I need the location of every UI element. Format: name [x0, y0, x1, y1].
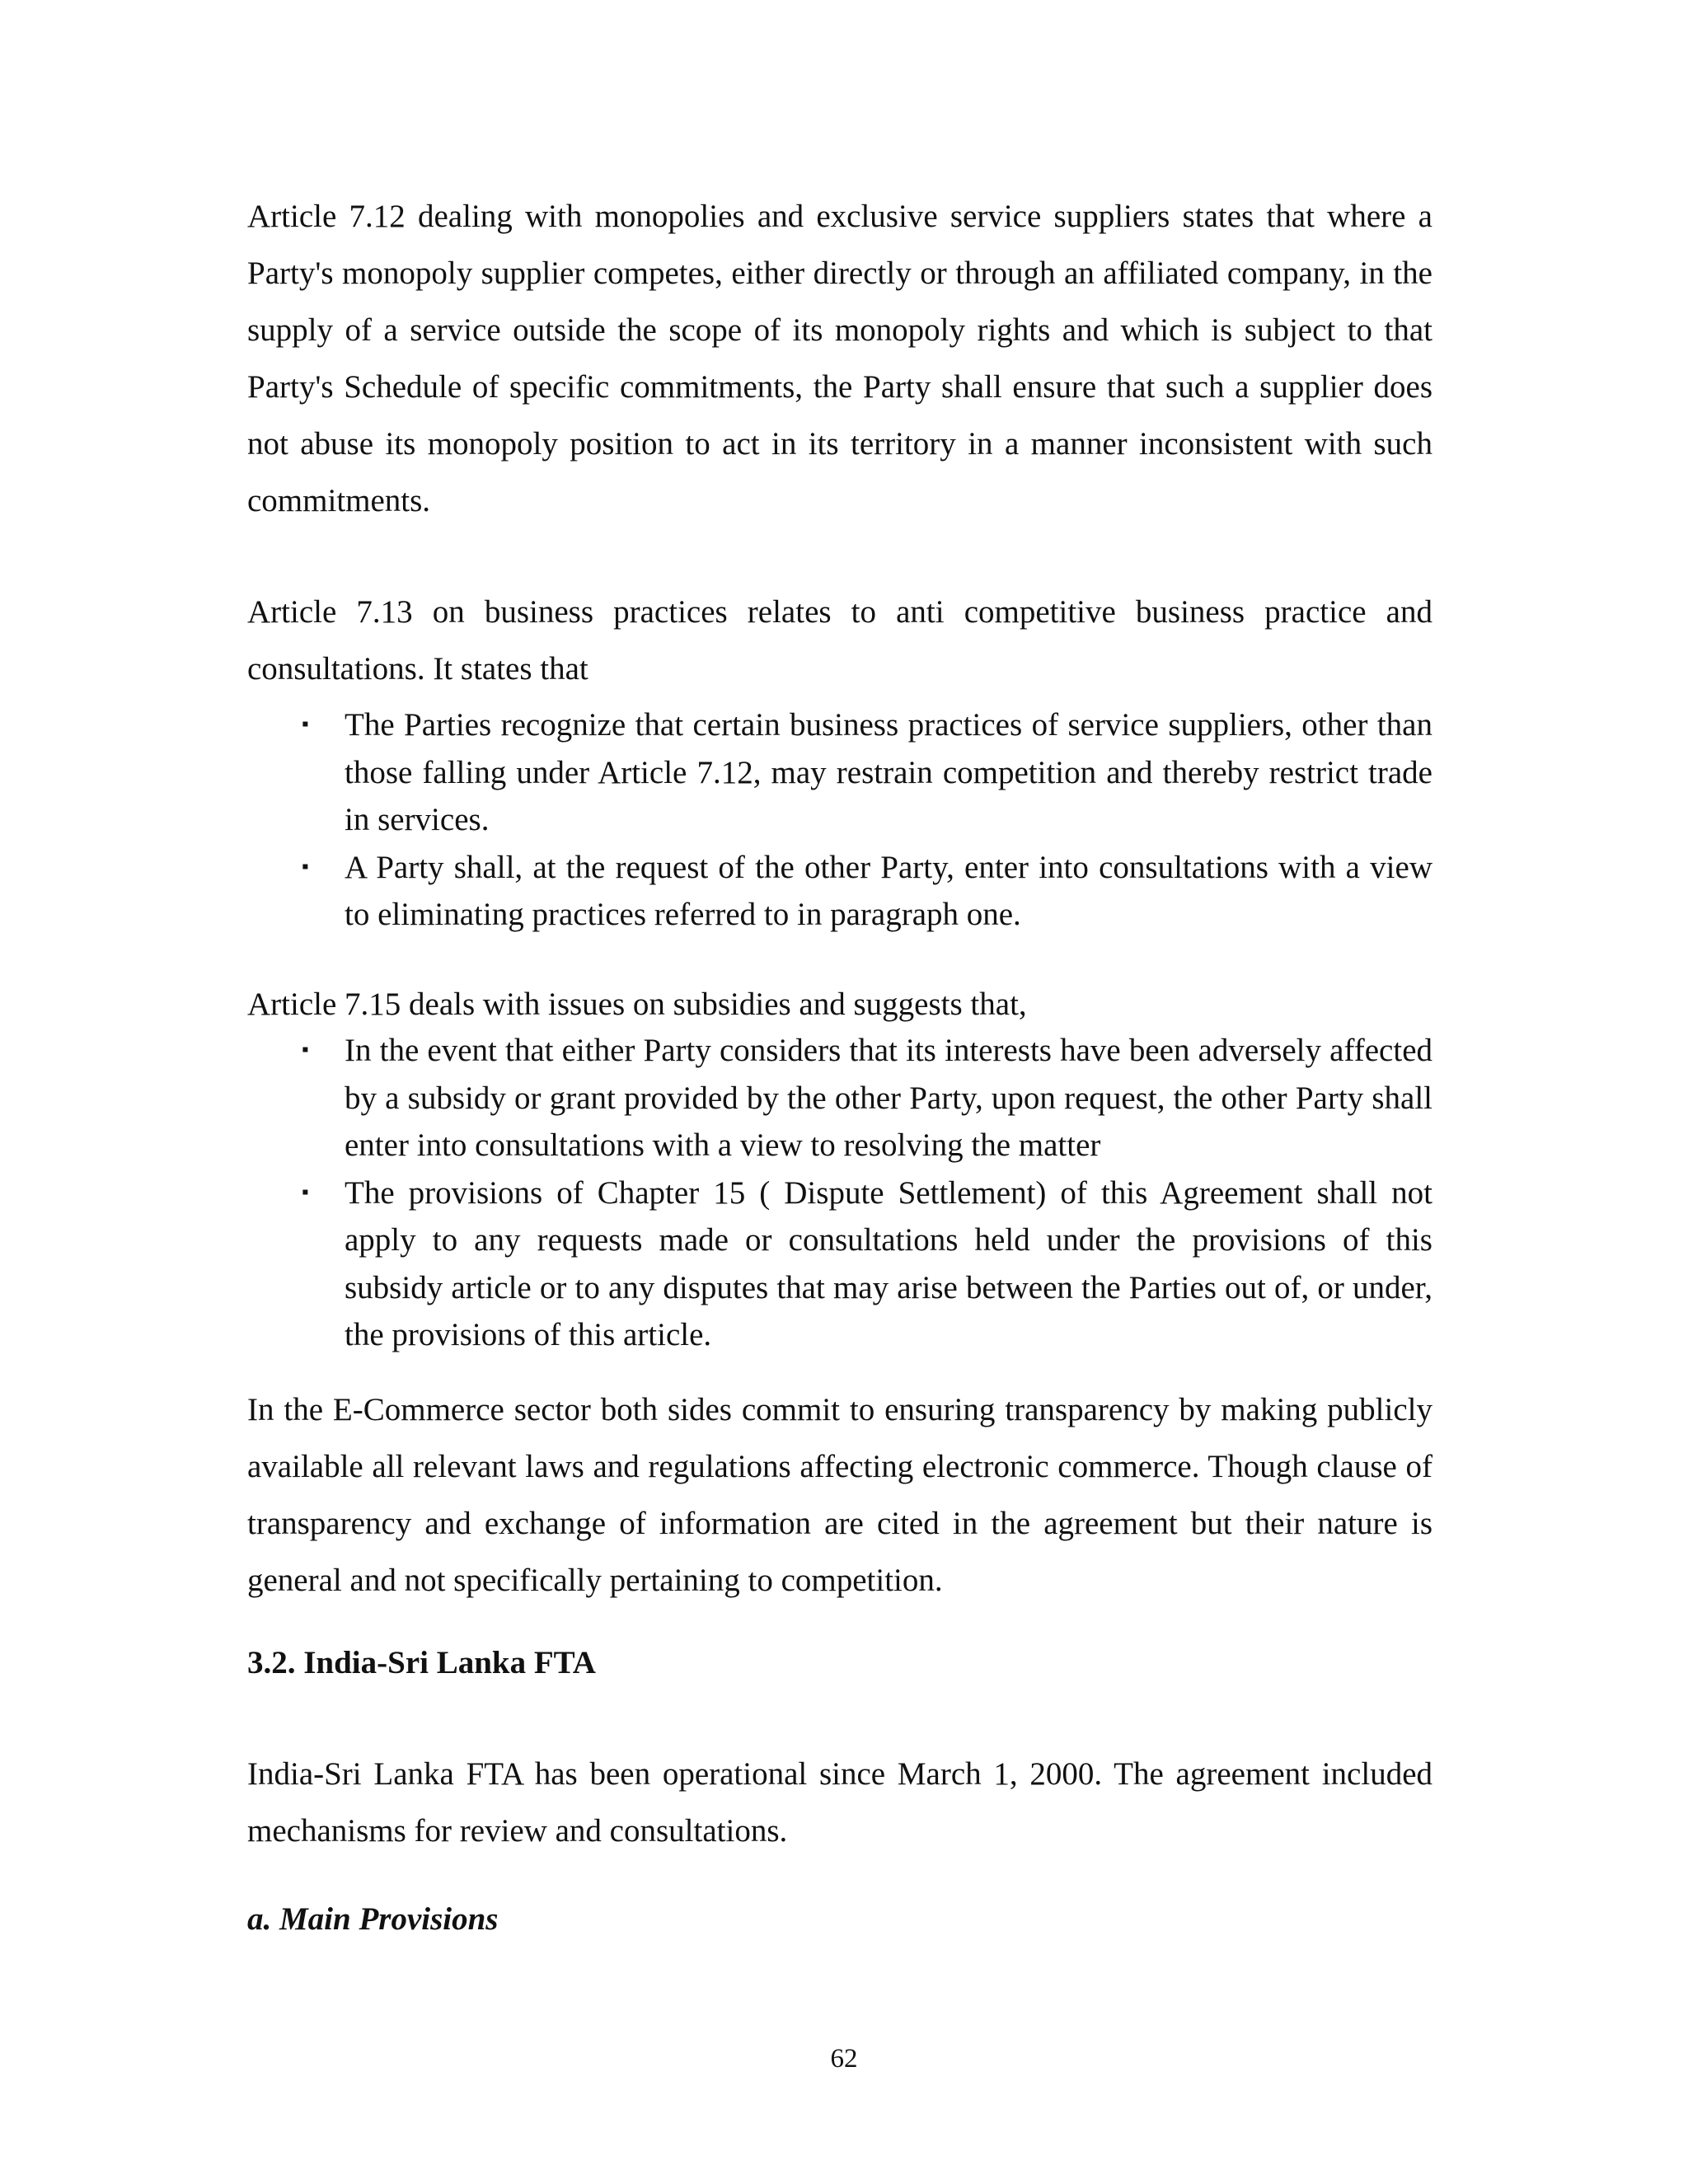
business-practices-intro: Article 7.13 on business practices relates to anti competitive business practice and consultations. It states that — [247, 594, 1432, 687]
square-bullet-icon: ▪ — [302, 1181, 309, 1203]
bullet-item — [302, 844, 1432, 939]
square-bullet-icon: ▪ — [302, 855, 309, 878]
business-practices-intro-block — [247, 583, 1432, 697]
bullet-item — [302, 1169, 1432, 1359]
india-sri-lanka-paragraph: India-Sri Lanka FTA has been operational since March 1, 2000. The agreement included mechanisms for review and consultations. — [247, 1756, 1432, 1849]
bullet-text: The provisions of Chapter 15 ( Dispute Settlement) of this Agreement shall not apply to any requests made or consultations held under the provisions of this subsidy article or to any disputes that may arise between the Parties out of, or under, the provisions of this article. — [345, 1174, 1432, 1352]
subsidies-bullet-list — [302, 1027, 1432, 1359]
subsidies-intro-block — [247, 981, 1432, 1029]
india-sri-lanka-paragraph-block — [247, 1746, 1432, 1859]
business-practices-bullet-list — [302, 701, 1432, 939]
monopolies-paragraph: Article 7.12 dealing with monopolies and exclusive service suppliers states that where a Party's monopoly supplier competes, either directly or through an affiliated company, in the supply of a service outside the scope of its monopoly rights and which is subject to that Party's Schedule of specific commitments, the Party shall ensure that such a supplier does not abuse its monopoly position to act in its territory in a manner inconsistent with such commitments. — [247, 199, 1432, 518]
ecommerce-paragraph-block — [247, 1381, 1432, 1609]
square-bullet-icon: ▪ — [302, 1039, 309, 1061]
subsection-heading: a. Main Provisions — [247, 1901, 499, 1937]
bullet-text: The Parties recognize that certain business practices of service suppliers, other than those falling under Article 7.12, may restrain competition and thereby restrict trade in services. — [345, 707, 1432, 837]
square-bullet-icon: ▪ — [302, 714, 309, 735]
subsidies-intro: Article 7.15 deals with issues on subsidies and suggests that, — [247, 987, 1027, 1022]
monopolies-paragraph-block — [247, 188, 1432, 529]
bullet-text: In the event that either Party considers that its interests have been adversely affected by a subsidy or grant provided by the other Party, upon request, the other Party shall enter into consultations with a view to resolving the matter — [345, 1033, 1432, 1163]
bullet-item — [302, 701, 1432, 844]
bullet-text: A Party shall, at the request of the other Party, enter into consultations with a view to eliminating practices referred to in paragraph one. — [345, 849, 1432, 932]
section-heading: 3.2. India-Sri Lanka FTA — [247, 1645, 596, 1680]
page-number: 62 — [830, 2044, 858, 2074]
bullet-item — [302, 1027, 1432, 1169]
ecommerce-paragraph: In the E-Commerce sector both sides commit to ensuring transparency by making publicly available all relevant laws and regulations affecting electronic commerce. Though clause of transparency and exchange of information are cited in the agreement but their nature is general and not specifically pertaining to competition. — [247, 1392, 1432, 1598]
